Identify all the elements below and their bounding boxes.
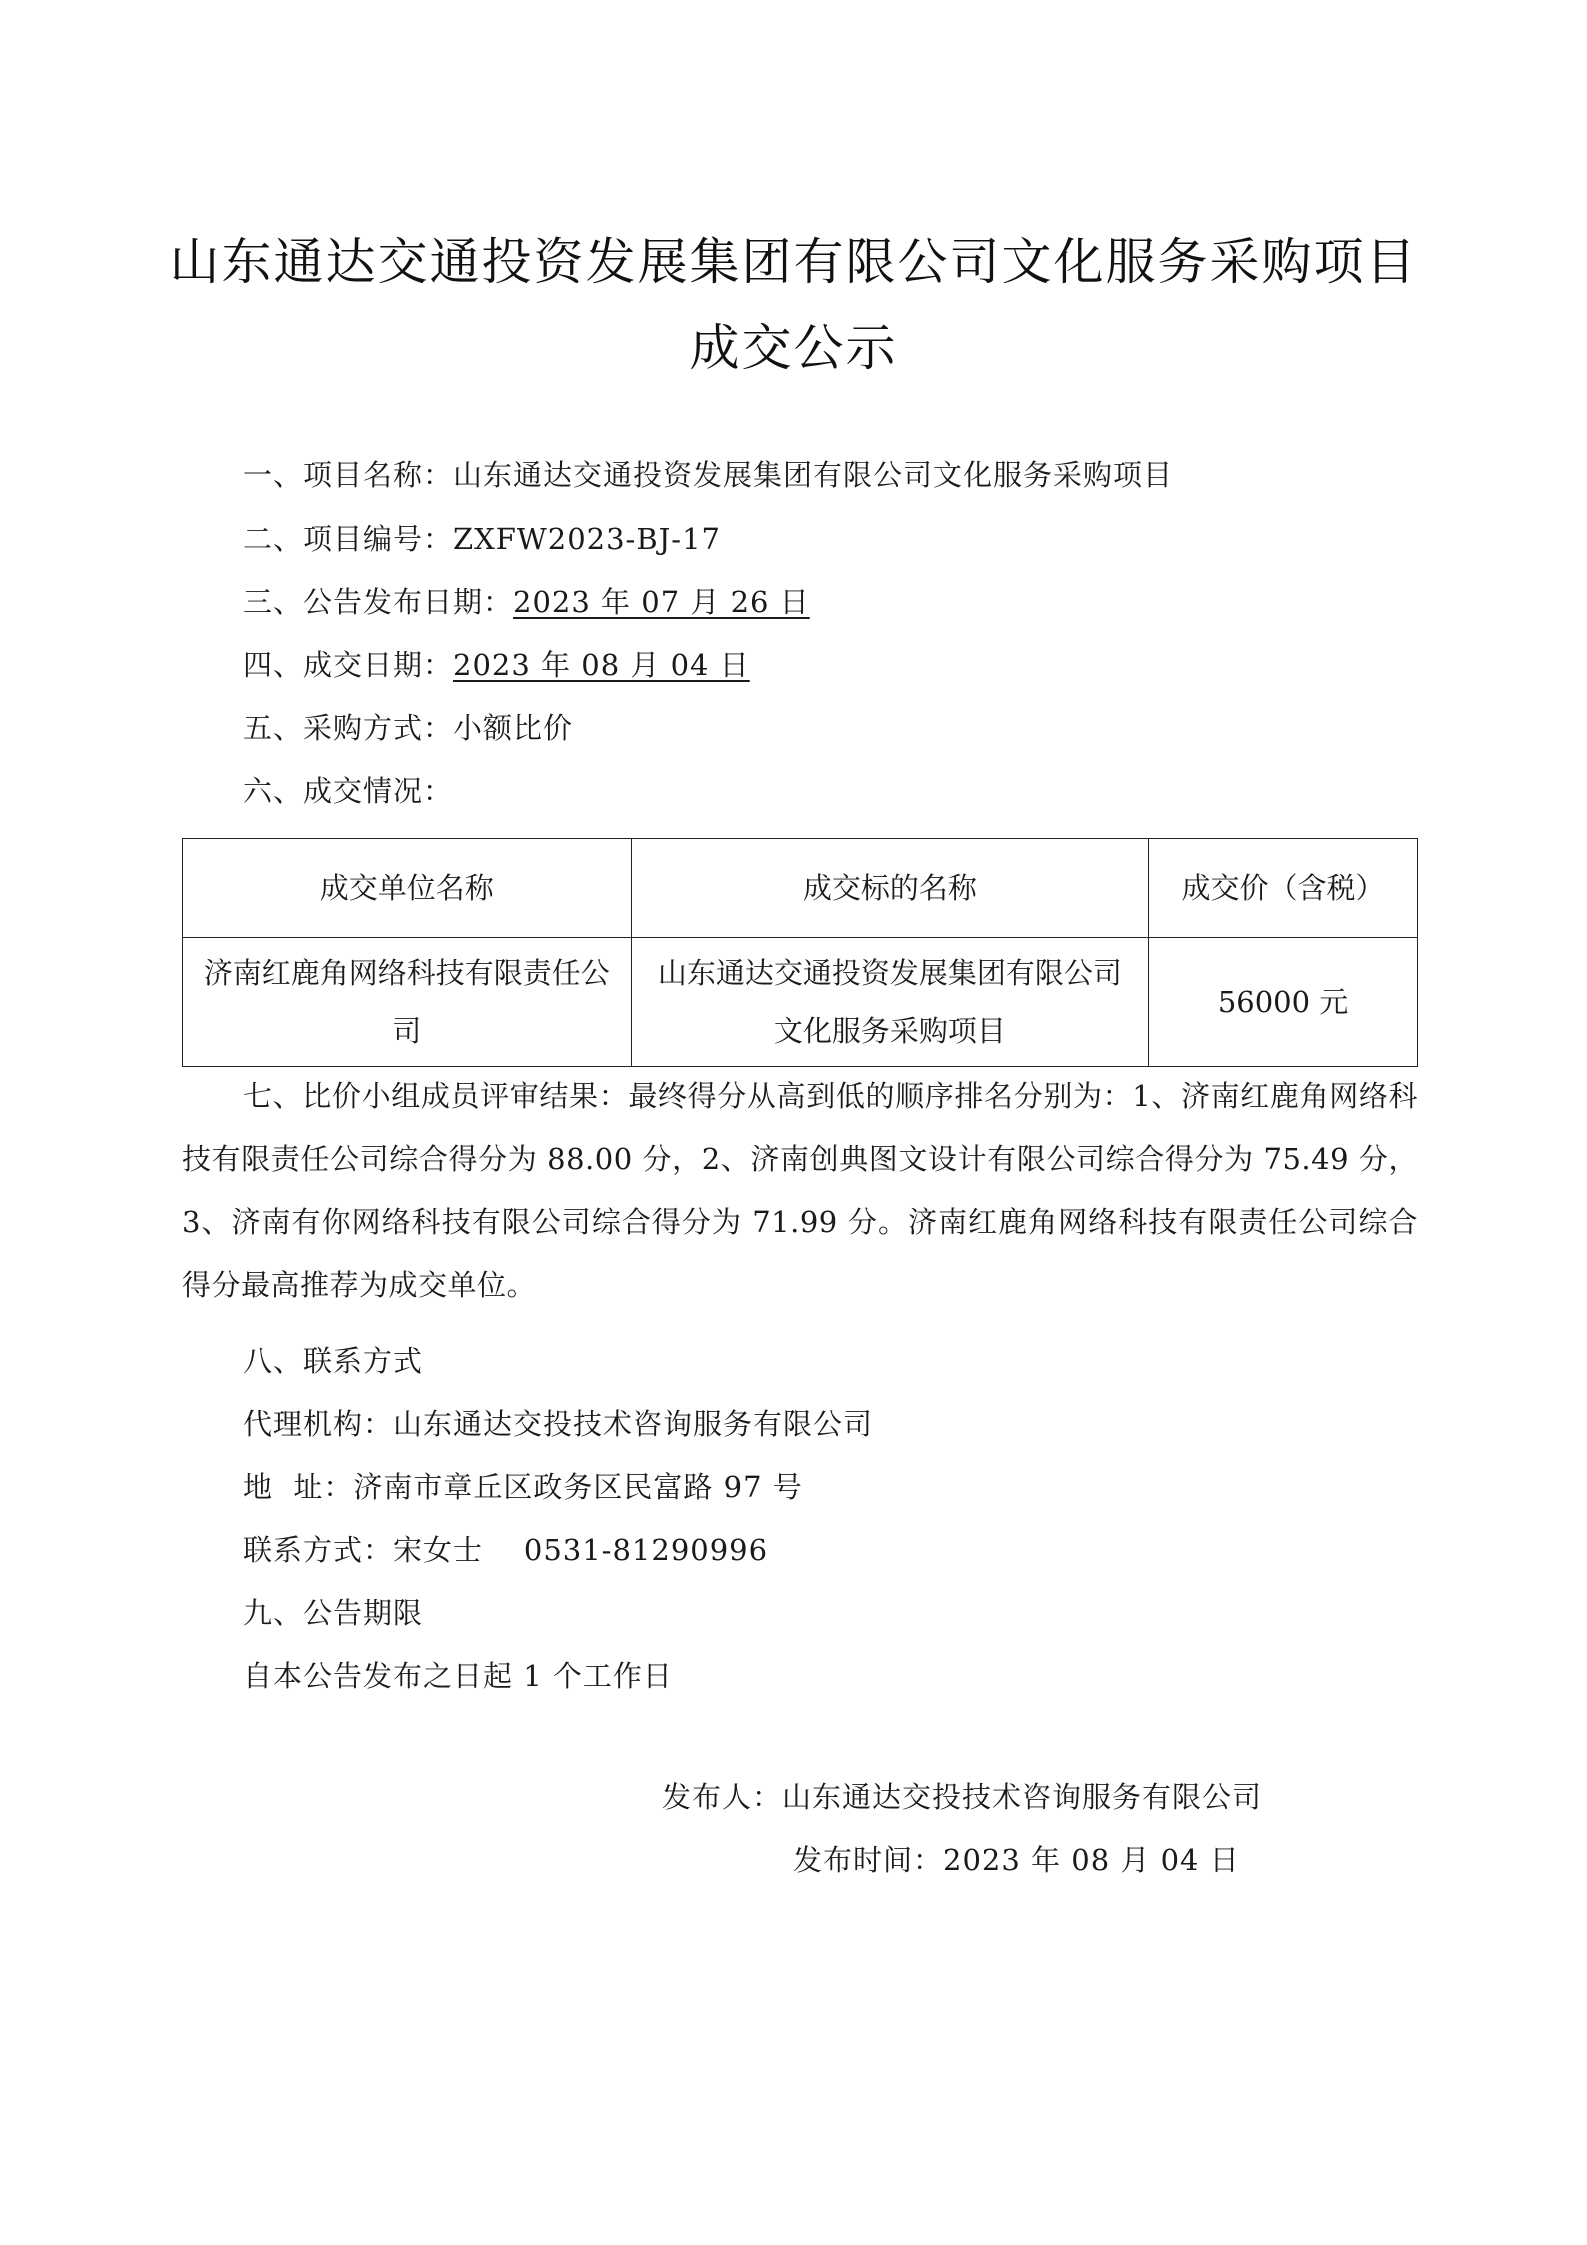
cell-subject-name: 山东通达交通投资发展集团有限公司文化服务采购项目: [631, 938, 1149, 1067]
contact-heading: 八、联系方式: [243, 1344, 424, 1378]
award-table: [182, 838, 1418, 1067]
header-unit-name: 成交单位名称: [183, 839, 632, 938]
procurement-method-label: 五、采购方式：: [243, 711, 454, 745]
award-table-header-row: [183, 839, 1418, 938]
deal-status-heading: 六、成交情况：: [243, 774, 454, 808]
contact-address: 地 址：济南市章丘区政务区民富路 97 号: [243, 1470, 803, 1504]
header-subject-name: 成交标的名称: [631, 839, 1149, 938]
review-result-paragraph: 七、比价小组成员评审结果：最终得分从高到低的顺序排名分别为：1、济南红鹿角网络科技有限责任公司综合得分为 88.00 分，2、济南创典图文设计有限公司综合得分为 75.49 分，3、济南有你网络科技有限公司综合得分为 71.99 分。济南红鹿角网络科技有限责任公司综合得分最高推荐为成交单位。: [182, 1079, 1418, 1302]
procurement-method-line: [243, 706, 573, 747]
period-text: 自本公告发布之日起 1 个工作日: [243, 1659, 673, 1693]
contact-phone: 联系方式：宋女士 0531-81290996: [243, 1533, 769, 1567]
announce-date-value: 2023 年 07 月 26 日: [513, 585, 810, 619]
deal-date-label: 四、成交日期：: [243, 648, 454, 682]
project-name-label: 一、项目名称：: [243, 458, 454, 492]
announce-date-line: [243, 580, 810, 621]
publisher-signature: 发布人：山东通达交投技术咨询服务有限公司: [662, 1780, 1263, 1814]
project-number-label: 二、项目编号：: [243, 522, 454, 556]
cell-price: 56000 元: [1149, 938, 1418, 1067]
project-name-line: [243, 453, 1173, 494]
deal-date-value: 2023 年 08 月 04 日: [453, 648, 750, 682]
deal-date-line: [243, 643, 750, 684]
announce-date-label: 三、公告发布日期：: [243, 585, 514, 619]
project-name-value: 山东通达交通投资发展集团有限公司文化服务采购项目: [453, 458, 1174, 492]
award-table-row: [183, 938, 1418, 1067]
period-heading: 九、公告期限: [243, 1596, 424, 1630]
header-price: 成交价（含税）: [1149, 839, 1418, 938]
cell-unit-name: 济南红鹿角网络科技有限责任公司: [183, 938, 632, 1067]
document-subtitle: 成交公示: [689, 319, 898, 377]
procurement-method-value: 小额比价: [453, 711, 574, 745]
project-number-line: [243, 517, 721, 558]
document-title: 山东通达交通投资发展集团有限公司文化服务采购项目: [169, 233, 1418, 291]
project-number-value: ZXFW2023-BJ-17: [453, 522, 721, 556]
contact-agency: 代理机构：山东通达交投技术咨询服务有限公司: [243, 1407, 874, 1441]
publish-time: 发布时间：2023 年 08 月 04 日: [793, 1843, 1240, 1877]
